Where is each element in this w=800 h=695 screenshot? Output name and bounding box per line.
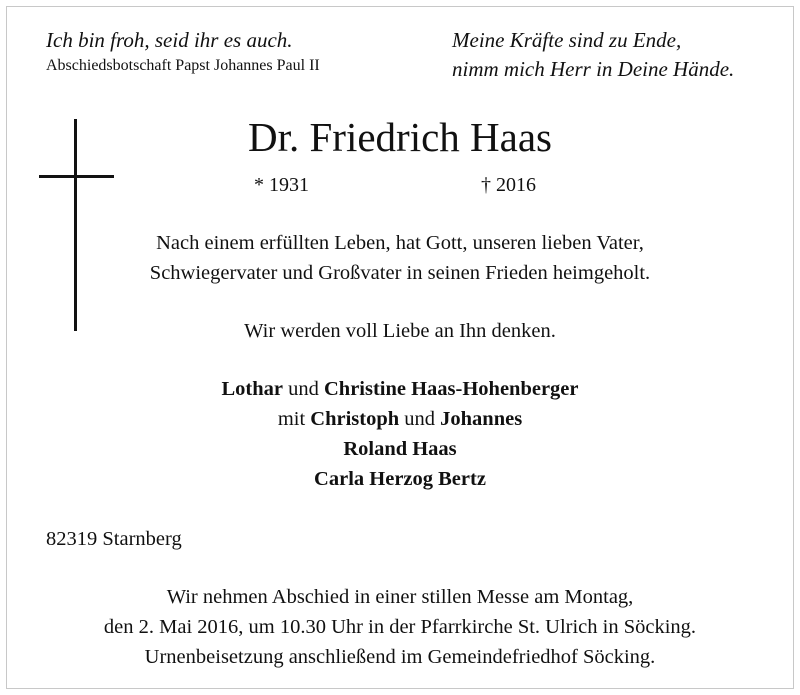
family-line2 bbox=[0, 408, 800, 431]
family-name-christoph: Christoph bbox=[310, 408, 400, 430]
service-line1: Wir nehmen Abschied in einer stillen Messe am Montag, bbox=[166, 586, 634, 608]
family-name-johannes: Johannes bbox=[440, 408, 523, 430]
family-name-carla: Carla Herzog Bertz bbox=[314, 468, 486, 490]
deceased-name: Dr. Friedrich Haas bbox=[248, 114, 552, 160]
cross-horizontal-bar bbox=[39, 175, 114, 178]
birth-year: * 1931 bbox=[254, 174, 309, 196]
family-connector: mit bbox=[277, 408, 311, 430]
service-line2: den 2. Mai 2016, um 10.30 Uhr in der Pfarrkirche St. Ulrich in Söcking. bbox=[103, 616, 697, 638]
message-line2: Schwiegervater und Großvater in seinen Frieden heimgeholt. bbox=[149, 262, 651, 284]
quote-left-source: Abschiedsbotschaft Papst Johannes Paul II bbox=[46, 57, 320, 74]
message-line1: Nach einem erfüllten Leben, hat Gott, unseren lieben Vater, bbox=[156, 232, 644, 254]
family-connector: und bbox=[282, 378, 324, 400]
family-line1 bbox=[0, 378, 800, 401]
death-year: † 2016 bbox=[481, 174, 536, 196]
quote-right-line2: nimm mich Herr in Deine Hände. bbox=[452, 57, 735, 81]
service-line3: Urnenbeisetzung anschließend im Gemeindefriedhof Söcking. bbox=[144, 646, 656, 668]
quote-right-line1: Meine Kräfte sind zu Ende, bbox=[452, 28, 682, 52]
family-name-roland: Roland Haas bbox=[343, 438, 457, 460]
family-name-lothar: Lothar bbox=[221, 378, 283, 400]
family-name-christine: Christine Haas-Hohenberger bbox=[323, 378, 579, 400]
family-connector: und bbox=[399, 408, 441, 430]
location: 82319 Starnberg bbox=[46, 528, 182, 550]
message-line3: Wir werden voll Liebe an Ihn denken. bbox=[244, 320, 556, 342]
quote-left: Ich bin froh, seid ihr es auch. bbox=[46, 28, 293, 52]
family-line4 bbox=[0, 468, 800, 491]
family-line3 bbox=[0, 438, 800, 461]
